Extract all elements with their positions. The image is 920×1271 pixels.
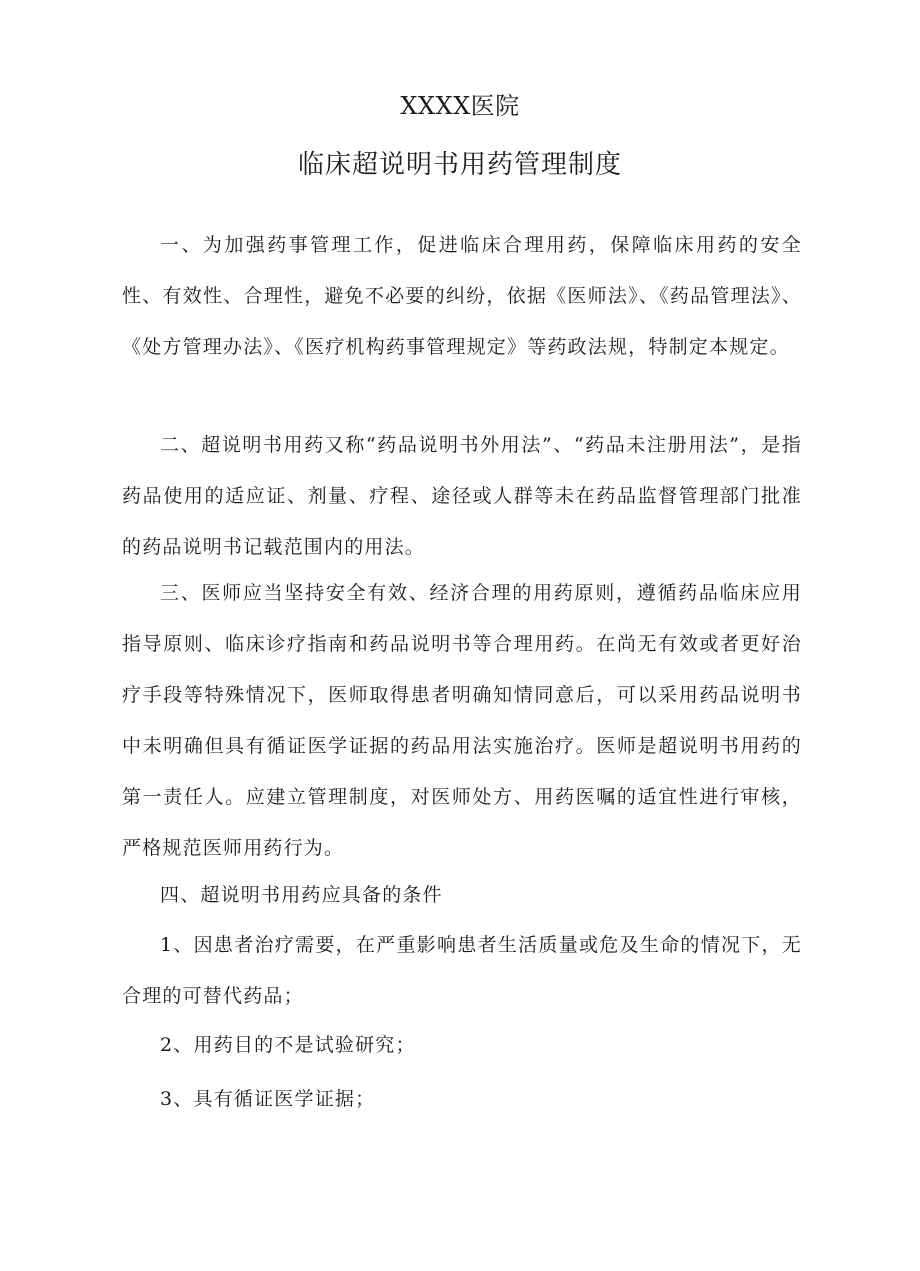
hospital-name: XXXX医院 — [400, 92, 520, 120]
condition-3-text: 3、具有循证医学证据； — [160, 1088, 376, 1110]
condition-2-text: 2、用药目的不是试验研究； — [160, 1034, 416, 1056]
paragraph-2 — [122, 420, 802, 573]
condition-3 — [122, 1074, 802, 1125]
section-4-heading — [122, 870, 802, 921]
section-4-heading-text: 四、超说明书用药应具备的条件 — [160, 884, 443, 906]
condition-1 — [122, 920, 802, 1022]
paragraph-1 — [122, 220, 802, 373]
paragraph-1-text: 一、为加强药事管理工作，促进临床合理用药，保障临床用药的安全性、有效性、合理性，避免不必要的纠纷，依据《医师法》、《药品管理法》、《处方管理办法》、《医疗机构药事管理规定》等药政法规，特制定本规定。 — [122, 234, 802, 358]
paragraph-3-text: 三、医师应当坚持安全有效、经济合理的用药原则，遵循药品临床应用指导原则、临床诊疗指南和药品说明书等合理用药。在尚无有效或者更好治疗手段等特殊情况下，医师取得患者明确知情同意后，可以采用药品说明书中未明确但具有循证医学证据的药品用法实施治疗。医师是超说明书用药的第一责任人。应建立管理制度，对医师处方、用药医嘱的适宜性进行审核，严格规范医师用药行为。 — [122, 582, 802, 859]
condition-1-text: 1、因患者治疗需要，在严重影响患者生活质量或危及生命的情况下，无合理的可替代药品； — [122, 934, 802, 1007]
paragraph-2-text: 二、超说明书用药又称“药品说明书外用法”、“药品未注册用法”，是指药品使用的适应证、剂量、疗程、途径或人群等未在药品监督管理部门批准的药品说明书记载范围内的用法。 — [122, 434, 802, 558]
condition-2 — [122, 1020, 802, 1071]
paragraph-3 — [122, 568, 802, 874]
document-title: 临床超说明书用药管理制度 — [297, 150, 622, 180]
